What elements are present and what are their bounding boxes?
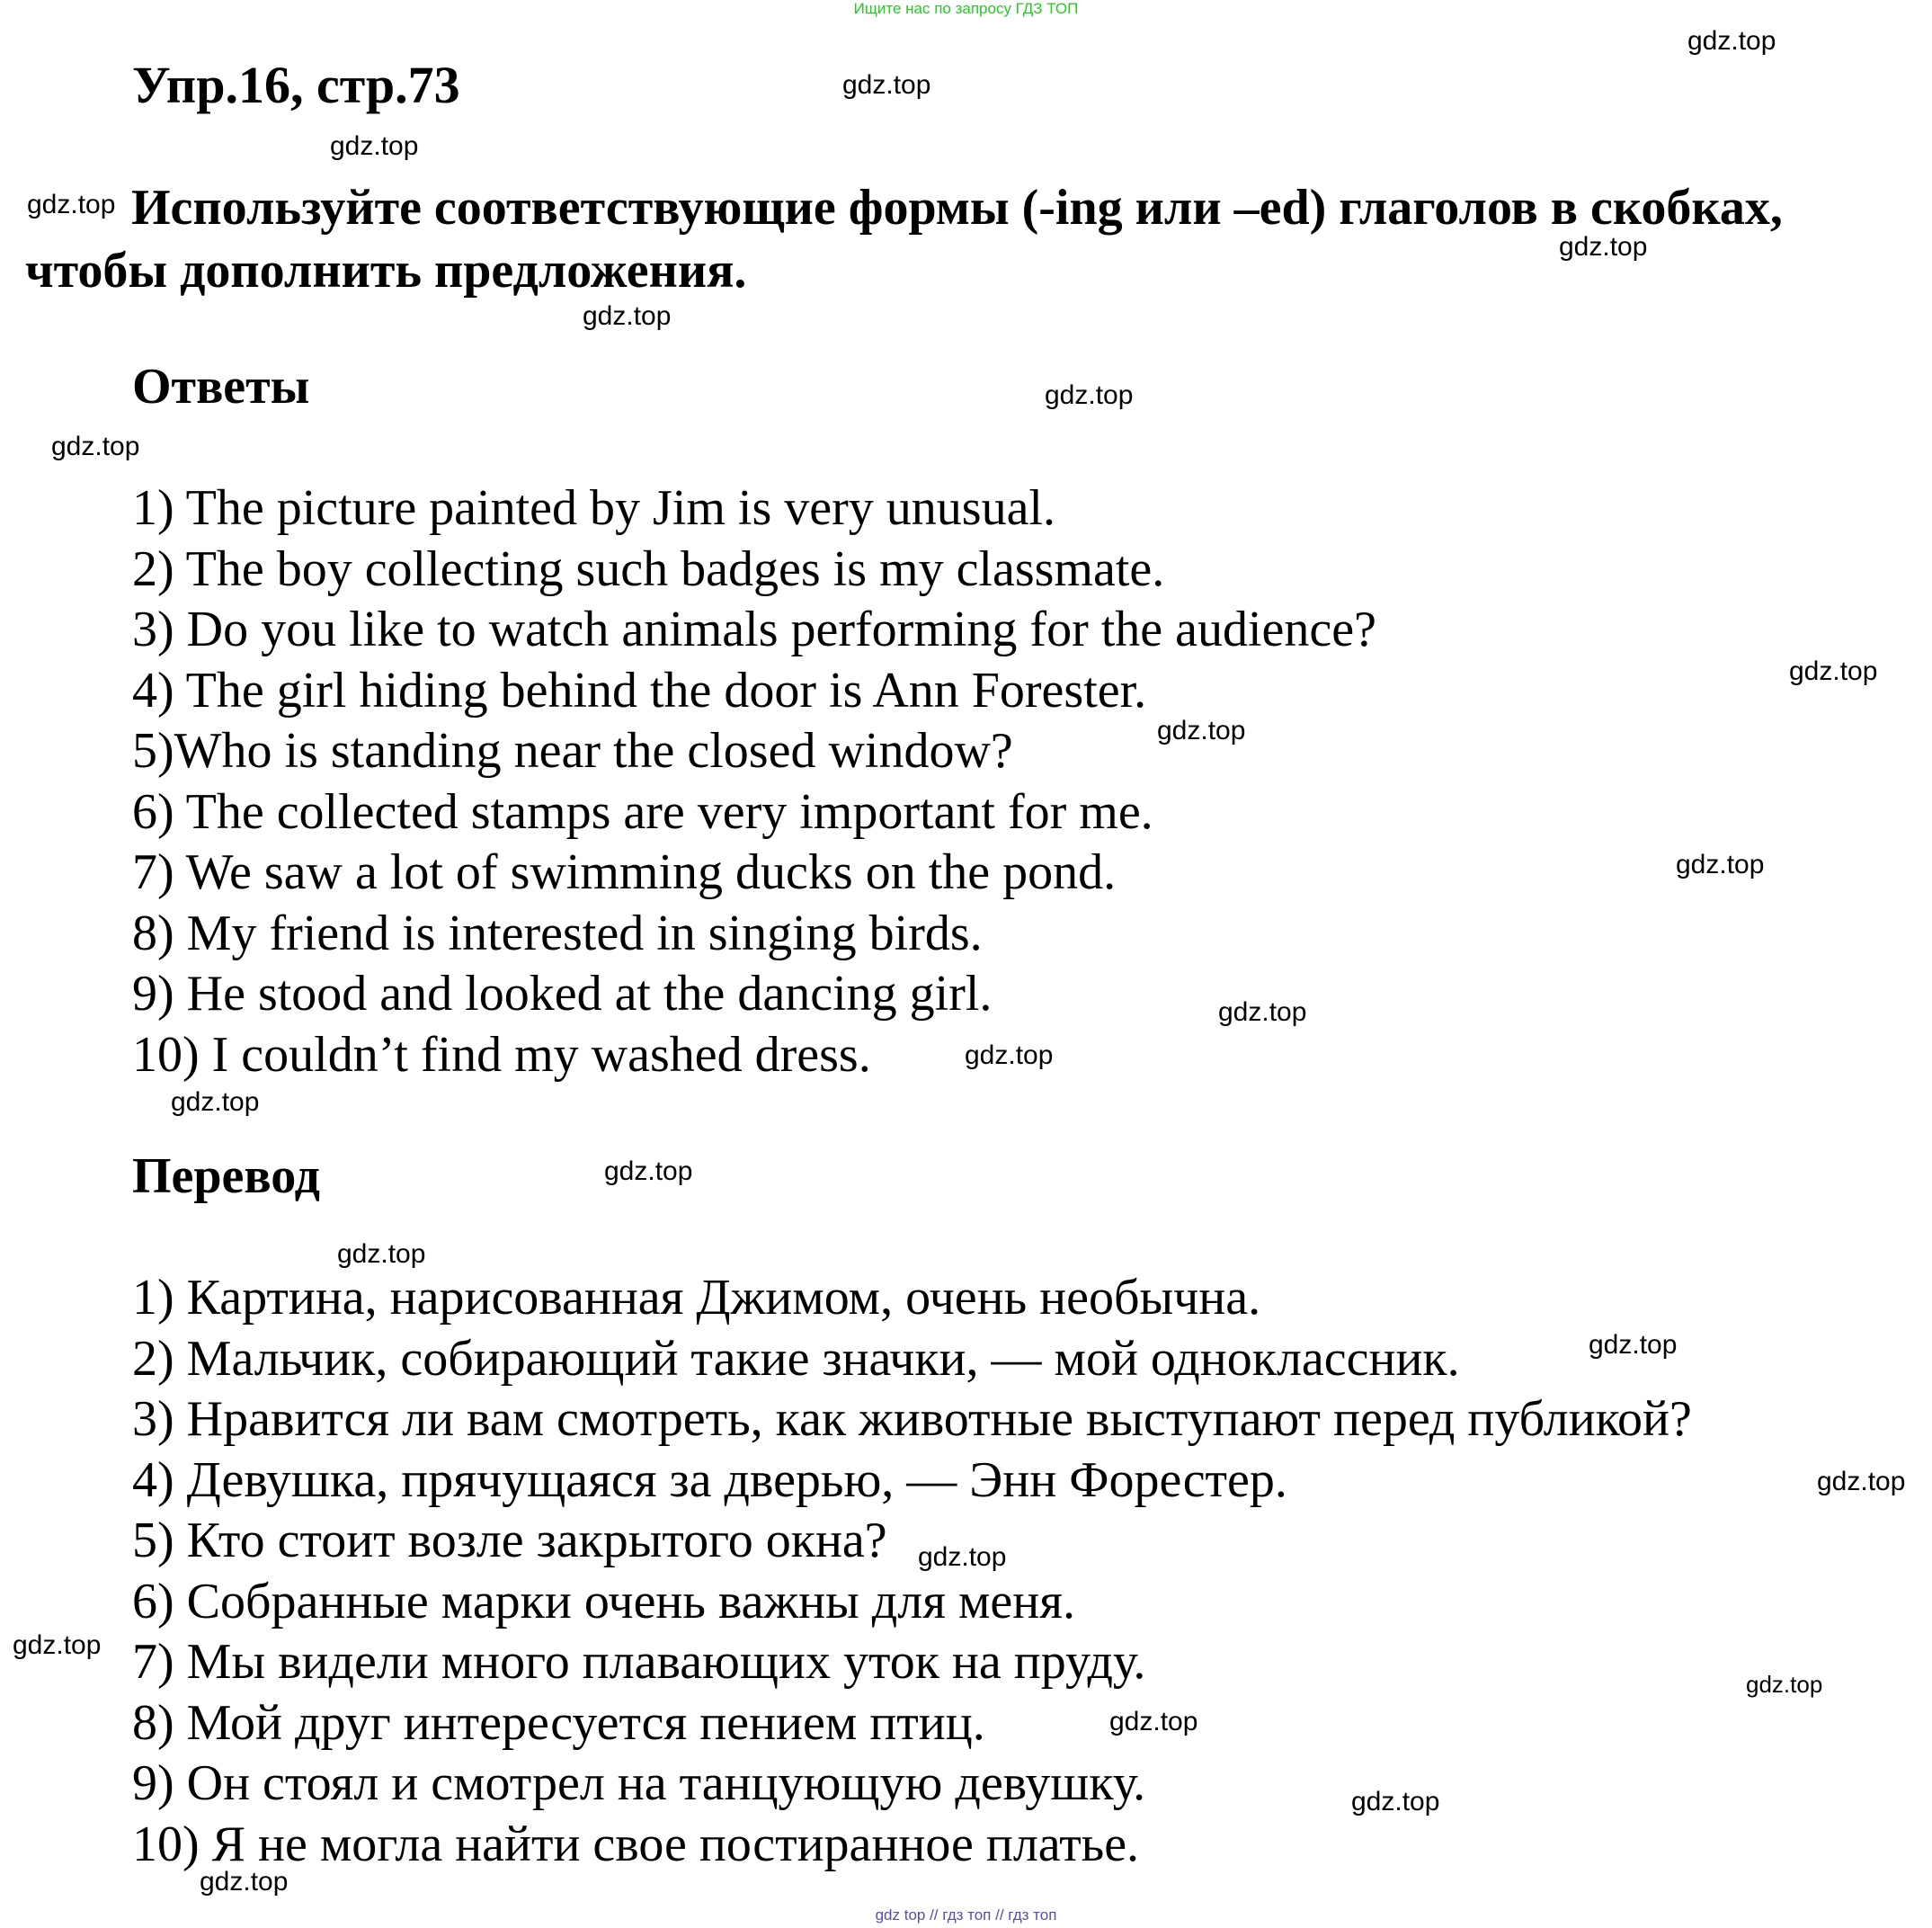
task-instruction: Используйте соответствующие формы (-ing или –ed) глаголов в скобках, чтобы дополнить предложения. (25, 180, 1783, 299)
answer-item: 8) My friend is interested in singing birds. (132, 905, 983, 961)
watermark: gdz.top (51, 432, 140, 461)
watermark: gdz.top (1109, 1707, 1198, 1736)
watermark: gdz.top (1746, 1671, 1823, 1698)
watermark: gdz.top (330, 131, 419, 161)
translation-item: 1) Картина, нарисованная Джимом, очень необычна. (132, 1270, 1261, 1326)
watermark: gdz.top (583, 301, 672, 331)
watermark: gdz.top (1157, 716, 1246, 745)
translation-item: 6) Собранные марки очень важны для меня. (132, 1573, 1075, 1629)
translation-item: 10) Я не могла найти свое постиранное платье. (132, 1816, 1140, 1872)
answer-item: 3) Do you like to watch animals performing for the audience? (132, 602, 1376, 657)
watermark: gdz.top (337, 1239, 426, 1269)
answer-item: 10) I couldn’t find my washed dress. (132, 1026, 871, 1083)
answer-item: 5)Who is standing near the closed window? (132, 723, 1013, 779)
watermark: gdz.top (1789, 656, 1878, 686)
translation-item: 3) Нравится ли вам смотреть, как животные выступают перед публикой? (132, 1391, 1692, 1447)
watermark: gdz.top (604, 1156, 693, 1186)
exercise-title: Упр.16, стр.73 (132, 56, 460, 114)
answer-item: 2) The boy collecting such badges is my classmate. (132, 540, 1165, 597)
translation-item: 9) Он стоял и смотрел на танцующую девушку. (132, 1755, 1146, 1811)
translation-item: 8) Мой друг интересуется пением птиц. (132, 1694, 985, 1751)
answers-heading: Ответы (132, 359, 310, 415)
watermark: gdz.top (1676, 850, 1765, 879)
watermark: gdz.top (1687, 26, 1776, 56)
watermark: gdz.top (171, 1087, 260, 1117)
watermark: gdz.top (200, 1867, 289, 1897)
translation-item: 2) Мальчик, собирающий такие значки, — мой одноклассник. (132, 1330, 1460, 1387)
watermark: gdz.top (13, 1630, 102, 1660)
watermark: gdz.top (1589, 1330, 1678, 1360)
watermark: gdz.top (842, 70, 931, 100)
translation-item: 7) Мы видели много плавающих уток на пруду. (132, 1634, 1146, 1690)
header-search-note: Ищите нас по запросу ГДЗ ТОП (853, 0, 1079, 17)
watermark: gdz.top (1351, 1787, 1440, 1816)
footer-note: gdz top // гдз топ // гдз топ (875, 1906, 1057, 1924)
translation-list (132, 1268, 1692, 1875)
watermark: gdz.top (1817, 1467, 1906, 1496)
watermark: gdz.top (1559, 232, 1648, 262)
answer-item: 6) The collected stamps are very important for me. (132, 783, 1153, 840)
watermark: gdz.top (918, 1542, 1007, 1572)
answers-list (132, 478, 1376, 1085)
translation-item: 5) Кто стоит возле закрытого окна? (132, 1513, 887, 1568)
translation-item: 4) Девушка, прячущаяся за дверью, — Энн Форестер. (132, 1451, 1287, 1508)
answer-item: 4) The girl hiding behind the door is Ann Forester. (132, 662, 1147, 719)
watermark: gdz.top (965, 1040, 1054, 1070)
answer-item: 9) He stood and looked at the dancing girl. (132, 966, 993, 1022)
watermark: gdz.top (1218, 997, 1307, 1027)
watermark: gdz.top (1045, 380, 1134, 410)
watermark: gdz.top (27, 190, 116, 219)
translation-heading: Перевод (132, 1148, 320, 1204)
answer-item: 7) We saw a lot of swimming ducks on the pond. (132, 844, 1117, 900)
answer-item: 1) The picture painted by Jim is very unusual. (132, 480, 1055, 536)
